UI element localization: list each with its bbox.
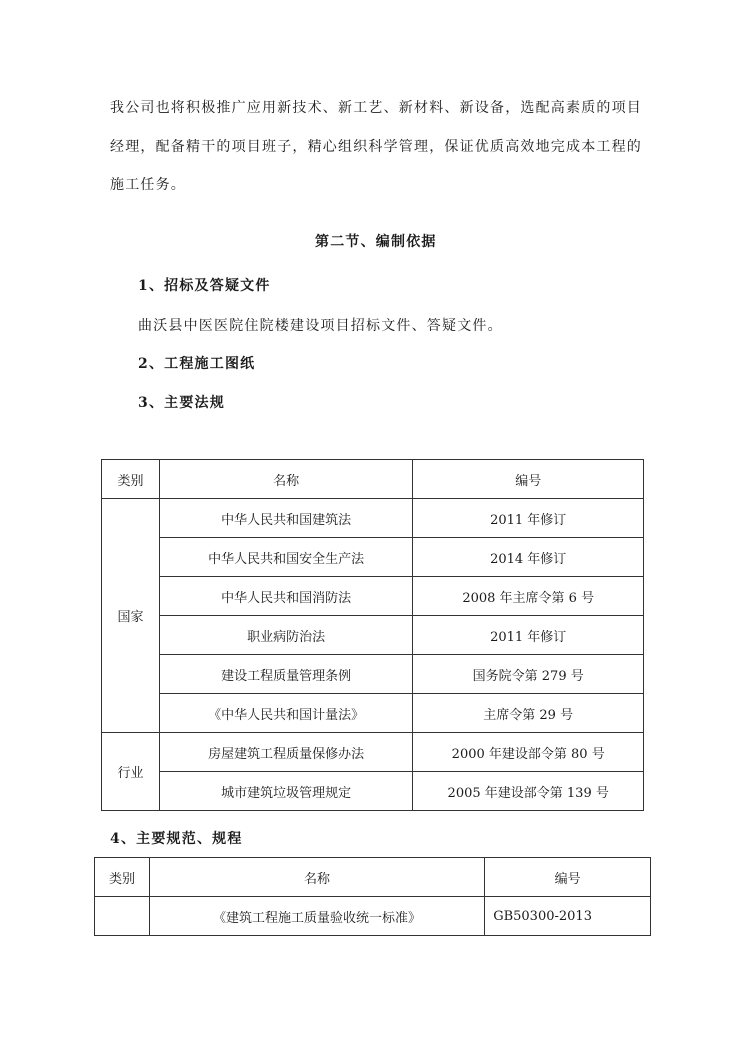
- law-name: 《中华人民共和国计量法》: [159, 694, 413, 733]
- table-row: [102, 655, 644, 694]
- standard-category: [95, 897, 150, 936]
- law-name: 建设工程质量管理条例: [159, 655, 413, 694]
- table-row: [95, 897, 651, 936]
- header-name: 名称: [159, 460, 413, 499]
- table-row: [102, 772, 644, 811]
- law-name: 房屋建筑工程质量保修办法: [159, 733, 413, 772]
- law-number: 主席令第 29 号: [413, 694, 644, 733]
- law-number: 2008 年主席令第 6 号: [413, 577, 644, 616]
- law-number: 2014 年修订: [413, 538, 644, 577]
- standard-number: GB50300-2013: [485, 897, 651, 936]
- header-category: 类别: [102, 460, 160, 499]
- table-header-row: [102, 460, 644, 499]
- table-row: [102, 694, 644, 733]
- header-number: 编号: [485, 858, 651, 897]
- heading-bidding-documents: 1、招标及答疑文件: [138, 278, 271, 294]
- law-name: 中华人民共和国消防法: [159, 577, 413, 616]
- header-name: 名称: [149, 858, 484, 897]
- table-row: [102, 577, 644, 616]
- bidding-documents-text: 曲沃县中医医院住院楼建设项目招标文件、答疑文件。: [138, 318, 503, 334]
- intro-line-3: 施工任务。: [110, 177, 186, 193]
- law-number: 国务院令第 279 号: [413, 655, 644, 694]
- category-national: 国家: [102, 499, 160, 733]
- category-industry: 行业: [102, 733, 160, 811]
- header-number: 编号: [413, 460, 644, 499]
- law-name: 中华人民共和国建筑法: [159, 499, 413, 538]
- standards-table: [94, 857, 651, 936]
- table-row: [102, 538, 644, 577]
- law-number: 2000 年建设部令第 80 号: [413, 733, 644, 772]
- header-category: 类别: [95, 858, 150, 897]
- law-name: 职业病防治法: [159, 616, 413, 655]
- intro-line-1: 我公司也将积极推广应用新技术、新工艺、新材料、新设备，选配高素质的项目: [110, 100, 642, 116]
- law-number: 2011 年修订: [413, 616, 644, 655]
- table-row: [102, 499, 644, 538]
- law-name: 中华人民共和国安全生产法: [159, 538, 413, 577]
- table-row: [102, 733, 644, 772]
- standard-name: 《建筑工程施工质量验收统一标准》: [149, 897, 484, 936]
- table-header-row: [95, 858, 651, 897]
- regulations-table: [101, 459, 644, 811]
- intro-line-2: 经理，配备精干的项目班子，精心组织科学管理，保证优质高效地完成本工程的: [110, 139, 642, 155]
- table-row: [102, 616, 644, 655]
- heading-standards: 4、主要规范、规程: [110, 831, 243, 847]
- law-number: 2005 年建设部令第 139 号: [413, 772, 644, 811]
- heading-drawings: 2、工程施工图纸: [138, 356, 256, 372]
- section-title: 第二节、编制依据: [315, 234, 437, 250]
- heading-regulations: 3、主要法规: [138, 395, 225, 411]
- law-name: 城市建筑垃圾管理规定: [159, 772, 413, 811]
- law-number: 2011 年修订: [413, 499, 644, 538]
